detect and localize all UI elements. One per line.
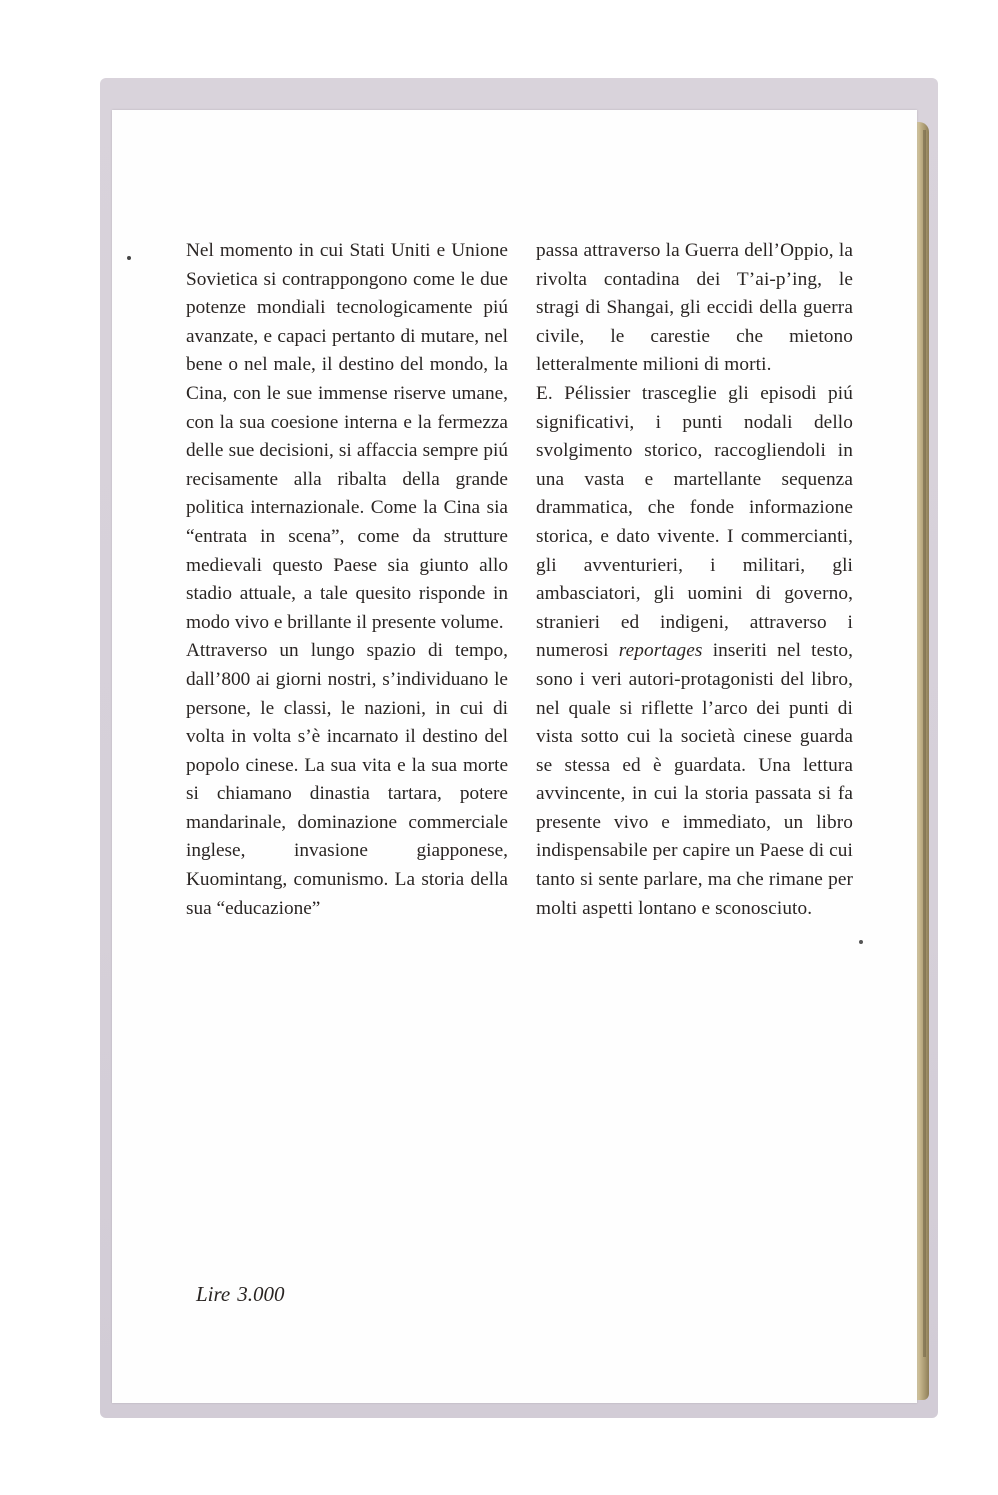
left-paragraph-2: Attraverso un lungo spazio di tempo, dall’800 ai giorni nostri, s’individuano le persone, le classi, le nazioni, in cui di volta in volta s’è incarnato il destino del popolo cinese. La sua vita e la sua morte si chiamano dinastia tartara, potere mandarinale, dominazione commerciale inglese, invasione giapponese, Kuomintang, comunismo. La storia della sua “educazione”: [186, 640, 508, 919]
left-paragraph-1: Nel momento in cui Stati Uniti e Unione Sovietica si contrappongono come le due potenze mondiali tecnologicamente piú avanzate, e capaci pertanto di mutare, nel bene o nel male, il destino del mondo, la Cina, con le sue immense riserve umane, con la sua coesione interna e la fermezza delle sue decisioni, si affaccia sempre piú recisamente alla ribalta della grande politica internazionale. Come la Cina sia “entrata in scena”, come da strutture medievali questo Paese sia giunto allo stadio attuale, a tale quesito risponde in modo vivo e brillante il presente volume.: [186, 240, 508, 633]
right-paragraph-2-part-b: inseriti nel testo, sono i veri autori-protagonisti del libro, nel quale si riflette l’arco dei punti di vista sotto cui la società cinese guarda se stessa ed è guardata. Una lettura avvincente, in cui la storia passata si fa presente vivo e immediato, un libro indispensabile per capire un Paese di cui tanto si sente parlare, ma che rimane per molti aspetti lontano e sconosciuto.: [536, 640, 854, 919]
italic-term-reportages: reportages: [618, 640, 703, 662]
price-value: 3.000: [237, 1282, 285, 1306]
price-label: [196, 1282, 291, 1307]
print-speck: [127, 256, 131, 260]
right-paragraph-1: passa attraverso la Guerra dell’Oppio, la rivolta contadina dei T’ai-p’ing, le stragi di Shangai, gli eccidi della guerra civile, le carestie che mietono letteralmente milioni di morti.: [536, 240, 853, 376]
right-paragraph-2: [536, 380, 853, 923]
right-text-column: [536, 237, 853, 923]
right-paragraph-2-part-a: E. Pélissier trasceglie gli episodi piú significativi, i punti nodali dello svolgimento storico, raccogliendoli in una vasta e martellante sequenza drammatica, che fonde informazione storica, e dato vivente. I commercianti, gli avventurieri, i militari, gli ambasciatori, gli uomini di governo, stranieri ed indigeni, attraverso i numerosi: [536, 382, 853, 662]
price-currency: Lire: [196, 1282, 231, 1306]
print-speck: [859, 940, 863, 944]
left-text-column: [186, 237, 508, 923]
